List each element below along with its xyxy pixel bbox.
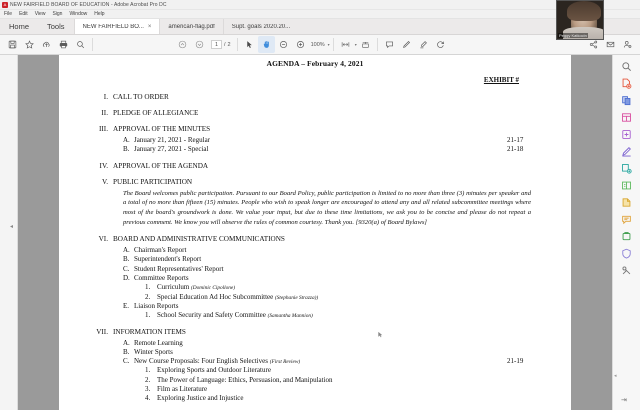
section-numeral: II. xyxy=(101,109,108,117)
participant-name-label: Peggy Katkocin xyxy=(559,33,587,38)
document-tab-label: Supt. goals 2020.20... xyxy=(231,23,291,30)
agenda-section xyxy=(93,125,537,134)
exhibit-label: EXHIBIT # xyxy=(483,76,519,84)
item-owner-name: (Dominic Cipollone) xyxy=(191,285,236,292)
document-viewer[interactable] xyxy=(18,55,612,410)
item-text: January 21, 2021 - Regular xyxy=(134,136,211,144)
item-letter: C. xyxy=(123,264,130,273)
page-title: AGENDA – February 4, 2021 xyxy=(266,59,364,68)
section-heading: BOARD AND ADMINISTRATIVE COMMUNICATIONS xyxy=(113,235,285,244)
cloud-upload-icon[interactable] xyxy=(38,36,55,53)
item-number: 3. xyxy=(145,385,151,394)
more-tools-icon[interactable] xyxy=(616,262,638,279)
fill-and-sign-icon[interactable] xyxy=(616,143,638,160)
redact-icon[interactable] xyxy=(616,228,638,245)
pdf-page xyxy=(59,55,571,410)
item-text: Special Education Ad Hoc Subcommittee xyxy=(157,292,274,301)
list-item xyxy=(93,348,537,357)
item-text: Superintendent's Report xyxy=(134,255,202,264)
section-heading: PUBLIC PARTICIPATION xyxy=(113,177,193,186)
compress-pdf-icon[interactable] xyxy=(616,177,638,194)
item-text: Remote Learning xyxy=(134,338,183,347)
list-item xyxy=(93,145,537,154)
file-tool-group xyxy=(4,36,89,53)
list-item xyxy=(93,255,537,264)
zoom-level-label[interactable]: 100% xyxy=(310,41,325,48)
public-participation-paragraph: The Board welcomes public participation. Pursuant to our Board Policy, public participation is limited to no more than three (3) minutes per speaker and a total of no more than fifteen (15) minutes. People who wish to speak longer are encouraged to attend any and all related subcommittee meetings where most of the board's groundwork is done. We value your input, but due to these time limitations, we ask you to be concise and please do not repeat a previous comment. We know you will observe the rules of common courtesy. Thank you. [9320(a) of Board Bylaws] xyxy=(123,189,531,227)
item-page-ref: 21-17 xyxy=(507,136,524,144)
print-icon[interactable] xyxy=(55,36,72,53)
document-tab-label: american-flag.pdf xyxy=(168,23,215,30)
comment-icon[interactable] xyxy=(381,36,398,53)
section-numeral: IV. xyxy=(99,161,108,170)
item-letter: A. xyxy=(123,136,130,144)
item-owner-name: (Samantha Mannion) xyxy=(267,313,313,320)
document-tab-label: NEW FAIRFIELD BO... xyxy=(82,23,144,30)
avatar-hair xyxy=(567,1,601,21)
menu-item-file[interactable]: File xyxy=(4,11,13,17)
close-icon[interactable]: × xyxy=(147,23,152,30)
webcam-overlay[interactable] xyxy=(556,0,604,40)
section-heading: PLEDGE OF ALLEGIANCE xyxy=(113,109,199,117)
toolbar-separator xyxy=(92,38,93,51)
list-item xyxy=(93,385,537,394)
list-item xyxy=(93,136,537,145)
item-page-ref: 21-19 xyxy=(507,357,524,366)
comment-tool-icon[interactable] xyxy=(616,211,638,228)
menu-item-view[interactable]: View xyxy=(34,11,46,17)
item-text: Film as Literature xyxy=(157,385,208,394)
left-navigation-rail[interactable] xyxy=(0,55,18,410)
export-pdf-icon[interactable] xyxy=(616,75,638,92)
menu-bar xyxy=(0,10,640,19)
page-down-icon[interactable] xyxy=(191,36,208,53)
add-signature-icon[interactable] xyxy=(619,36,636,53)
main-toolbar xyxy=(0,35,640,55)
item-number: 2. xyxy=(145,375,151,384)
agenda-section xyxy=(93,235,537,244)
item-letter: B. xyxy=(123,255,130,264)
zoom-in-icon[interactable] xyxy=(292,36,309,53)
item-text: Exploring Sports and Outdoor Literature xyxy=(157,366,271,375)
create-pdf-icon[interactable] xyxy=(616,92,638,109)
fit-page-icon[interactable] xyxy=(354,36,374,53)
section-numeral: III. xyxy=(99,125,108,133)
item-text: Winter Sports xyxy=(134,347,173,356)
document-tab-0[interactable] xyxy=(74,19,160,34)
acrobat-icon: A xyxy=(3,2,7,7)
protect-icon[interactable] xyxy=(616,245,638,262)
item-text: School Security and Safety Committee xyxy=(157,311,266,320)
save-icon[interactable] xyxy=(4,36,21,53)
fit-width-icon[interactable] xyxy=(337,36,354,53)
section-numeral: V. xyxy=(101,177,108,186)
text-cursor-icon xyxy=(377,331,384,340)
item-text: Exploring Justice and Injustice xyxy=(157,394,244,403)
item-number: 1. xyxy=(145,366,151,375)
document-tab-1[interactable] xyxy=(159,19,222,34)
search-document-icon[interactable] xyxy=(616,58,638,75)
star-icon[interactable] xyxy=(21,36,38,53)
page-up-icon[interactable] xyxy=(174,36,191,53)
combine-files-icon[interactable] xyxy=(616,126,638,143)
list-item xyxy=(93,357,537,366)
sub-items xyxy=(93,339,537,404)
list-item xyxy=(93,274,537,283)
menu-item-edit[interactable]: Edit xyxy=(19,11,28,17)
search-icon[interactable] xyxy=(72,36,89,53)
item-letter: C. xyxy=(123,357,130,366)
list-item xyxy=(93,394,537,403)
list-item xyxy=(93,311,537,320)
current-page-input[interactable]: 1 xyxy=(211,40,222,49)
total-pages: 2 xyxy=(227,41,231,48)
item-number: 1. xyxy=(145,283,151,292)
rotate-icon[interactable] xyxy=(432,36,449,53)
agenda-section xyxy=(93,178,537,187)
item-letter: D. xyxy=(123,274,130,283)
item-letter: E. xyxy=(123,301,130,310)
item-text: New Course Proposals: Four English Selectives xyxy=(134,357,268,366)
window-title-bar xyxy=(0,0,640,10)
draw-pencil-icon[interactable] xyxy=(398,36,415,53)
expand-panel-icon[interactable]: ◂ xyxy=(10,224,14,230)
chevron-down-icon[interactable]: ▾ xyxy=(354,42,357,47)
tab-home[interactable]: Home xyxy=(9,22,30,31)
annotation-tool-group xyxy=(381,36,449,53)
agenda-section xyxy=(93,328,537,337)
stamp-icon[interactable] xyxy=(616,194,638,211)
item-text: January 27, 2021 - Special xyxy=(134,145,209,154)
item-letter: A. xyxy=(123,246,130,255)
mail-icon[interactable] xyxy=(602,36,619,53)
item-letter: A. xyxy=(123,338,130,347)
tools-rail xyxy=(612,55,640,410)
item-text: Liaison Reports xyxy=(134,301,179,310)
menu-item-help[interactable]: Help xyxy=(94,11,105,17)
hand-tool-icon[interactable] xyxy=(258,36,275,53)
item-text: Chairman's Report xyxy=(134,246,187,255)
item-letter: B. xyxy=(123,145,130,154)
list-item xyxy=(93,366,537,375)
pin-rail-icon[interactable]: ⇥ xyxy=(621,397,627,404)
section-heading: INFORMATION ITEMS xyxy=(113,327,186,336)
item-text: Student Representatives' Report xyxy=(134,264,224,273)
item-number: 2. xyxy=(145,292,151,301)
item-page-ref: 21-18 xyxy=(507,145,524,154)
section-numeral: VI. xyxy=(98,235,108,244)
view-tool-group xyxy=(241,36,330,53)
item-text: The Power of Language: Ethics, Persuasion, and Manipulation xyxy=(157,375,333,384)
menu-item-sign[interactable]: Sign xyxy=(52,11,63,17)
select-cursor-icon[interactable] xyxy=(241,36,258,53)
document-tab-2[interactable] xyxy=(223,19,298,34)
sub-items xyxy=(93,136,537,155)
agenda-section xyxy=(93,162,537,171)
item-text: Curriculum xyxy=(157,283,190,292)
page-nav-group xyxy=(174,36,208,53)
list-item xyxy=(93,302,537,311)
organize-pages-icon[interactable] xyxy=(616,160,638,177)
item-review-note: (First Review) xyxy=(269,359,301,366)
page-separator: / xyxy=(224,41,226,48)
section-numeral: I. xyxy=(103,93,108,101)
section-heading: APPROVAL OF THE AGENDA xyxy=(113,161,209,170)
agenda-section xyxy=(93,93,537,102)
window-title: NEW FAIRFIELD BOARD OF EDUCATION - Adobe Acrobat Pro DC xyxy=(10,1,167,8)
workspace xyxy=(0,55,640,410)
tab-strip xyxy=(0,19,640,35)
list-item xyxy=(93,376,537,385)
item-owner-name: (Stephanie Strazza)) xyxy=(275,294,319,301)
section-heading: APPROVAL OF THE MINUTES xyxy=(113,125,211,133)
list-item xyxy=(93,293,537,302)
list-item xyxy=(93,265,537,274)
item-text: Committee Reports xyxy=(134,274,189,283)
list-item xyxy=(93,283,537,292)
zoom-out-icon[interactable] xyxy=(275,36,292,53)
agenda-section xyxy=(93,109,537,118)
edit-pdf-icon[interactable] xyxy=(616,109,638,126)
collapse-rail-icon[interactable]: ◂ xyxy=(614,373,617,379)
item-letter: B. xyxy=(123,347,130,356)
item-number: 4. xyxy=(145,394,151,403)
fit-tool-group xyxy=(337,36,374,53)
toolbar-separator xyxy=(377,38,378,51)
section-numeral: VII. xyxy=(96,327,108,336)
highlight-icon[interactable] xyxy=(415,36,432,53)
toolbar-separator xyxy=(333,38,334,51)
tab-tools[interactable]: Tools xyxy=(47,22,65,31)
chevron-down-icon[interactable]: ▾ xyxy=(327,42,330,47)
list-item xyxy=(93,339,537,348)
menu-item-window[interactable]: Window xyxy=(69,11,88,17)
page-number-indicator xyxy=(211,40,231,49)
section-heading: CALL TO ORDER xyxy=(113,93,169,101)
item-number: 1. xyxy=(145,311,151,320)
list-item xyxy=(93,246,537,255)
toolbar-separator xyxy=(237,38,238,51)
sub-items xyxy=(93,246,537,320)
